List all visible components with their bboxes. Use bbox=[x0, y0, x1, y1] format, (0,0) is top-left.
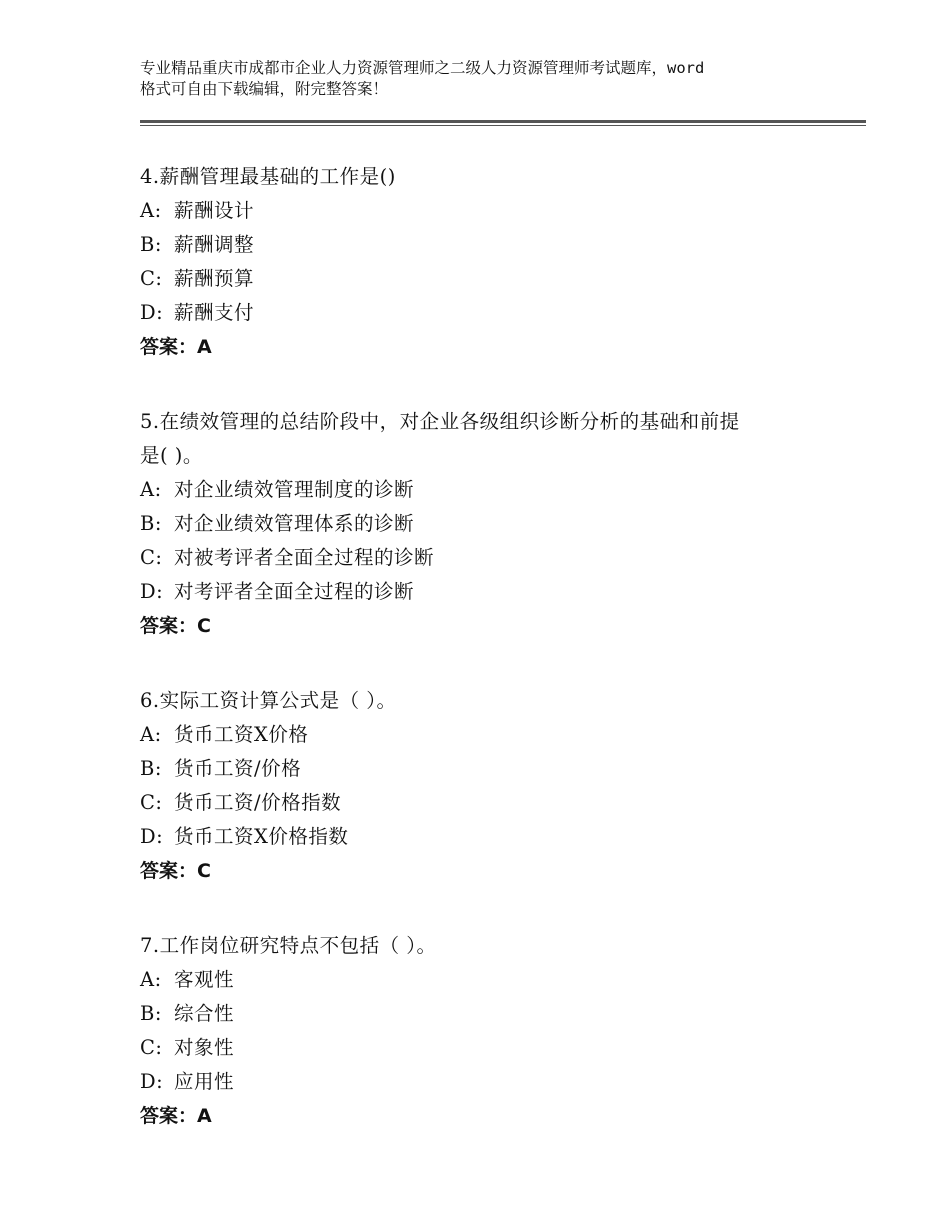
option-text: 综合性 bbox=[174, 1002, 235, 1025]
option-label: D: bbox=[140, 825, 164, 848]
option-text: 薪酬支付 bbox=[174, 301, 255, 324]
option-text: 货币工资/价格 bbox=[174, 757, 302, 780]
answer-line: 答案：A bbox=[140, 1105, 212, 1127]
header-divider bbox=[140, 120, 866, 126]
option-label: C: bbox=[140, 546, 163, 569]
option-c bbox=[140, 1031, 840, 1065]
question-4 bbox=[140, 160, 840, 364]
option-label: B: bbox=[140, 512, 162, 535]
option-text: 货币工资X价格指数 bbox=[174, 825, 349, 848]
question-title: 6.实际工资计算公式是（ ）。 bbox=[140, 689, 397, 712]
question-5 bbox=[140, 405, 840, 643]
header-line-1: 专业精品重庆市成都市企业人力资源管理师之二级人力资源管理师考试题库，word bbox=[140, 59, 705, 77]
option-text: 客观性 bbox=[174, 968, 235, 991]
option-a bbox=[140, 473, 840, 507]
option-c bbox=[140, 541, 840, 575]
option-text: 薪酬预算 bbox=[174, 267, 255, 290]
option-b bbox=[140, 507, 840, 541]
option-label: A: bbox=[140, 199, 162, 222]
option-text: 对象性 bbox=[174, 1036, 235, 1059]
question-title: 5.在绩效管理的总结阶段中，对企业各级组织诊断分析的基础和前提 bbox=[140, 410, 740, 433]
option-label: B: bbox=[140, 233, 162, 256]
header-line-2: 格式可自由下载编辑，附完整答案！ bbox=[140, 80, 389, 98]
option-text: 对企业绩效管理制度的诊断 bbox=[174, 478, 415, 501]
question-6 bbox=[140, 684, 840, 888]
option-d bbox=[140, 296, 840, 330]
option-label: C: bbox=[140, 267, 163, 290]
option-c bbox=[140, 786, 840, 820]
option-a bbox=[140, 718, 840, 752]
option-d bbox=[140, 575, 840, 609]
option-text: 货币工资X价格 bbox=[174, 723, 309, 746]
option-c bbox=[140, 262, 840, 296]
answer-line: 答案：C bbox=[140, 860, 211, 882]
option-text: 薪酬设计 bbox=[174, 199, 255, 222]
question-title-continued: 是( )。 bbox=[140, 444, 203, 467]
option-label: A: bbox=[140, 478, 162, 501]
question-list bbox=[140, 160, 840, 1174]
question-title: 7.工作岗位研究特点不包括（ ）。 bbox=[140, 934, 437, 957]
question-7 bbox=[140, 929, 840, 1133]
option-d bbox=[140, 1065, 840, 1099]
option-label: A: bbox=[140, 723, 162, 746]
option-label: C: bbox=[140, 791, 163, 814]
option-text: 对被考评者全面全过程的诊断 bbox=[174, 546, 435, 569]
option-label: B: bbox=[140, 757, 162, 780]
option-b bbox=[140, 752, 840, 786]
option-text: 应用性 bbox=[174, 1070, 235, 1093]
option-text: 对企业绩效管理体系的诊断 bbox=[174, 512, 415, 535]
option-d bbox=[140, 820, 840, 854]
option-label: A: bbox=[140, 968, 162, 991]
option-text: 货币工资/价格指数 bbox=[174, 791, 342, 814]
option-label: D: bbox=[140, 301, 164, 324]
option-text: 对考评者全面全过程的诊断 bbox=[174, 580, 415, 603]
option-b bbox=[140, 228, 840, 262]
question-title: 4.薪酬管理最基础的工作是() bbox=[140, 165, 396, 188]
option-a bbox=[140, 963, 840, 997]
option-text: 薪酬调整 bbox=[174, 233, 255, 256]
option-b bbox=[140, 997, 840, 1031]
option-a bbox=[140, 194, 840, 228]
option-label: C: bbox=[140, 1036, 163, 1059]
option-label: D: bbox=[140, 580, 164, 603]
document-header bbox=[140, 58, 840, 100]
answer-line: 答案：C bbox=[140, 615, 211, 637]
answer-line: 答案：A bbox=[140, 336, 212, 358]
option-label: B: bbox=[140, 1002, 162, 1025]
option-label: D: bbox=[140, 1070, 164, 1093]
